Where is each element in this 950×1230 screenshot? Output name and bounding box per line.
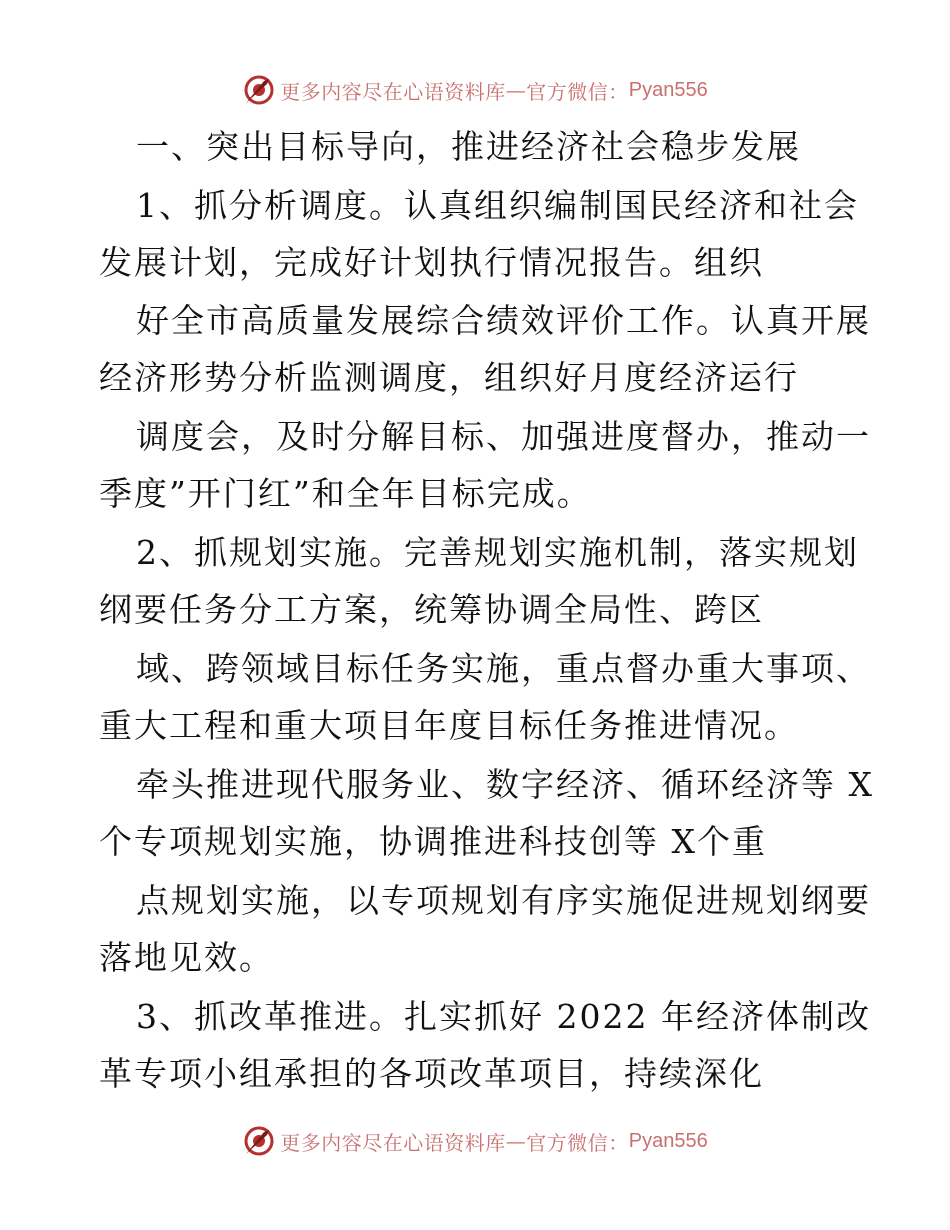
paragraph-line: 纲要任务分工方案，统筹协调全局性、跨区: [99, 590, 764, 629]
paragraph-line: 落地见效。: [99, 938, 274, 977]
paragraph-line: 重大工程和重大项目年度目标任务推进情况。: [99, 706, 799, 745]
watermark-official-label: 官方微信：: [526, 79, 629, 104]
paragraph-line: 好全市高质量发展综合绩效评价工作。认真开展: [136, 301, 871, 340]
paragraph-line: 域、跨领域目标任务实施，重点督办重大事项、: [136, 649, 871, 688]
watermark-separator: —: [505, 1129, 527, 1153]
quill-logo-icon: [242, 1124, 276, 1158]
watermark-id: Pyan556: [628, 1129, 708, 1152]
section-heading: 一、突出目标导向，推进经济社会稳步发展: [136, 127, 801, 166]
paragraph-line: 发展计划，完成好计划执行情况报告。组织: [99, 243, 764, 282]
watermark-text: 更多内容尽在心语资料库: [280, 79, 506, 104]
watermark-separator: —: [505, 78, 527, 102]
watermark-footer: [0, 1121, 950, 1161]
paragraph-line: 经济形势分析监测调度，组织好月度经济运行: [99, 358, 799, 397]
paragraph-line: 牵头推进现代服务业、数字经济、循环经济等 X: [136, 765, 874, 804]
paragraph-line: 3、抓改革推进。扎实抓好 2022 年经济体制改: [136, 997, 871, 1036]
paragraph-line: 调度会，及时分解目标、加强进度督办，推动一: [136, 417, 871, 456]
watermark-official-label: 官方微信：: [526, 1130, 629, 1155]
paragraph-line: 2、抓规划实施。完善规划实施机制，落实规划: [136, 533, 859, 572]
watermark-text: 更多内容尽在心语资料库: [280, 1130, 506, 1155]
paragraph-line: 1、抓分析调度。认真组织编制国民经济和社会: [136, 186, 859, 225]
paragraph-line: 点规划实施，以专项规划有序实施促进规划纲要: [136, 881, 871, 920]
paragraph-line: 革专项小组承担的各项改革项目，持续深化: [99, 1054, 764, 1093]
paragraph-line: 季度”开门红”和全年目标完成。: [99, 474, 592, 513]
paragraph-line: 个专项规划实施，协调推进科技创等 X个重: [99, 822, 767, 861]
watermark-id: Pyan556: [628, 78, 708, 101]
